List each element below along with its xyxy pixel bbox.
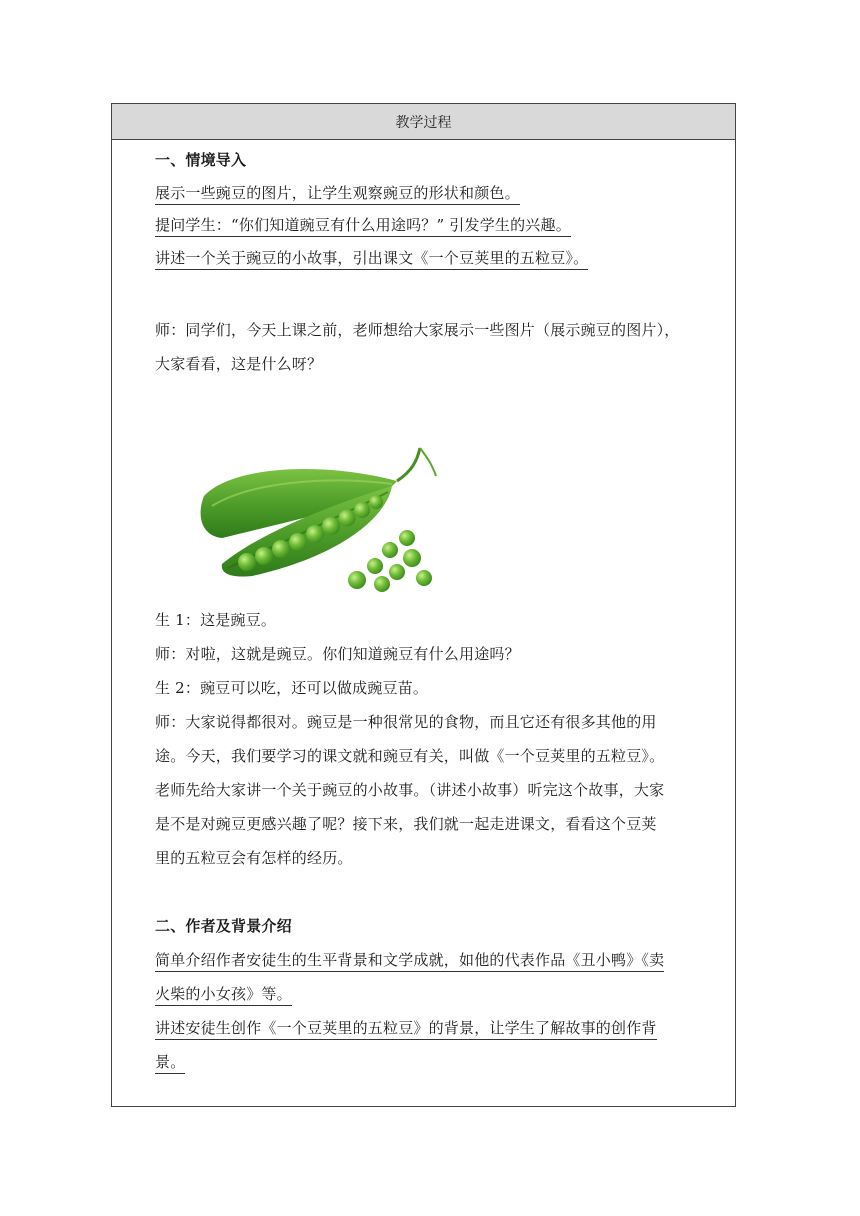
teacher-line: 里的五粒豆会有怎样的经历。 [155,849,353,867]
teacher-line: 大家看看，这是什么呀？ [155,355,323,373]
teacher-line: 老师先给大家讲一个关于豌豆的小故事。（讲述小故事）听完这个故事，大家 [155,781,665,799]
section-2-point: 讲述安徒生创作《一个豆荚里的五粒豆》的背景，让学生了解故事的创作背 [155,1018,657,1038]
teacher-line: 师：对啦，这就是豌豆。你们知道豌豆有什么用途吗？ [155,645,520,663]
student-line: 生 1：这是豌豆。 [155,611,277,629]
teacher-line: 是不是对豌豆更感兴趣了呢？接下来，我们就一起走进课文，看看这个豆荚 [155,815,657,833]
section-1-point: 展示一些豌豆的图片，让学生观察豌豆的形状和颜色。 [155,183,520,203]
teacher-line: 师：大家说得都很对。豌豆是一种很常见的食物，而且它还有很多其他的用 [155,713,657,731]
section-1-point: 提问学生：“你们知道豌豆有什么用途吗？” 引发学生的兴趣。 [155,215,571,235]
section-2-title: 二、作者及背景介绍 [155,917,292,935]
teacher-line: 途。今天，我们要学习的课文就和豌豆有关，叫做《一个豆荚里的五粒豆》。 [155,747,665,765]
table-body-cell [112,140,735,1107]
lesson-process-table [111,103,736,1107]
table-header-label: 教学过程 [395,114,452,131]
section-2-point: 火柴的小女孩》等。 [155,984,292,1004]
section-1-title: 一、情境导入 [155,151,247,169]
pea-pod-image [192,446,444,596]
teacher-line: 师：同学们，今天上课之前，老师想给大家展示一些图片（展示豌豆的图片）， [155,321,680,339]
section-1-point: 讲述一个关于豌豆的小故事，引出课文《一个豆荚里的五粒豆》。 [155,248,588,268]
student-line: 生 2：豌豆可以吃，还可以做成豌豆苗。 [155,679,429,697]
section-2-point: 简单介绍作者安徒生的生平背景和文学成就，如他的代表作品《丑小鸭》《卖 [155,950,664,970]
table-header [112,104,735,140]
section-2-point: 景。 [155,1052,185,1072]
